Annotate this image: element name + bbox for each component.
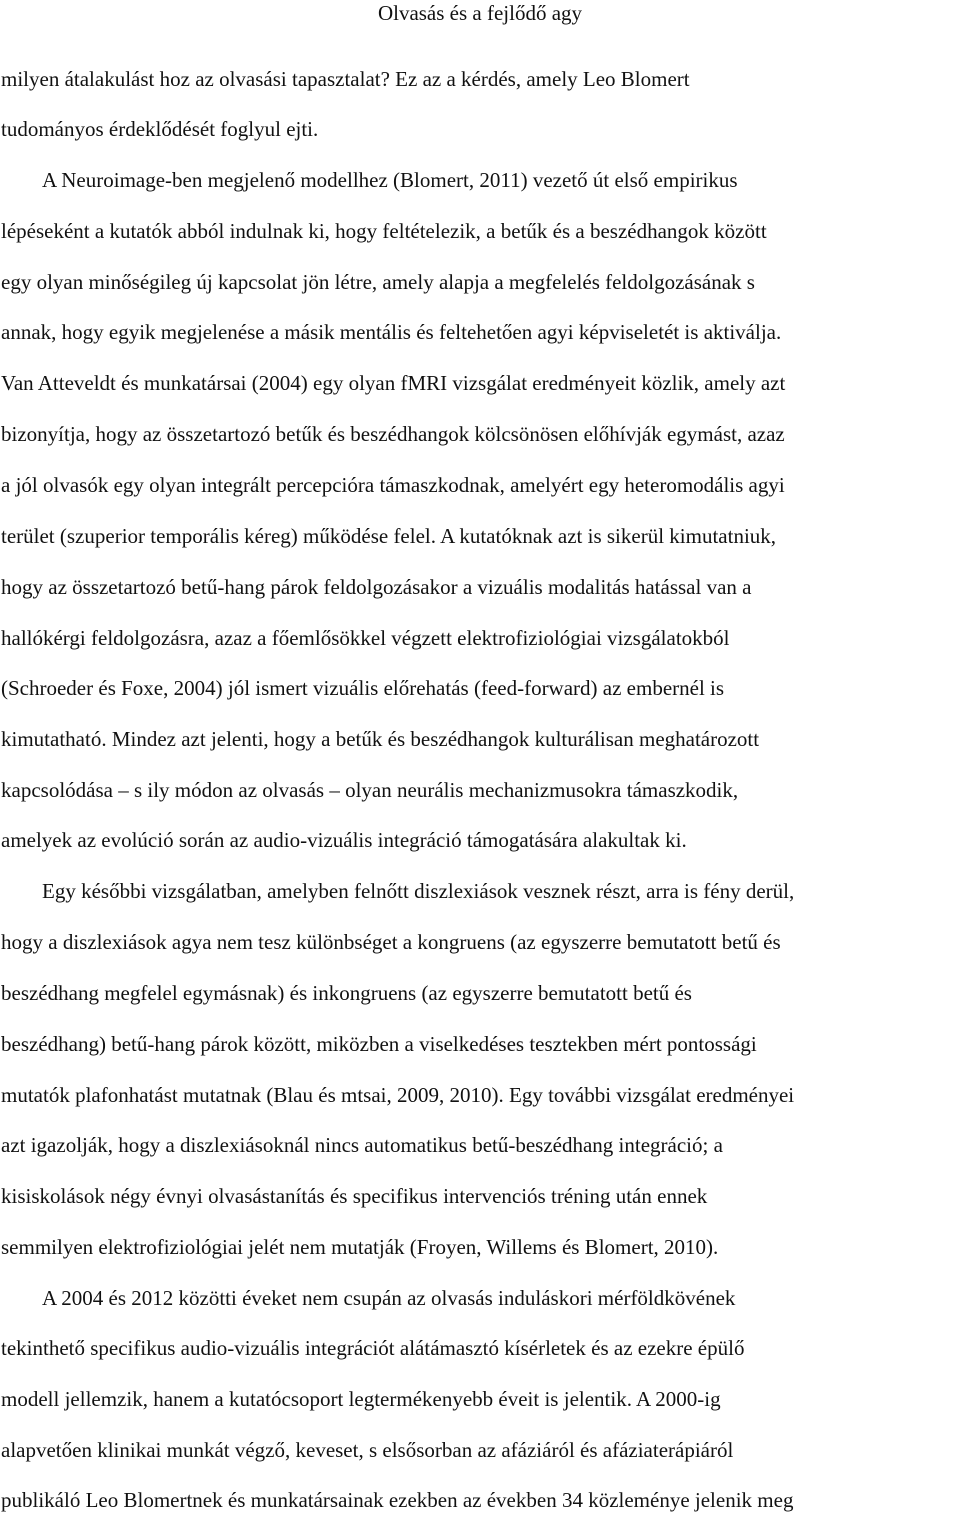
text-line: milyen átalakulást hoz az olvasási tapasztalat? Ez az a kérdés, amely Leo Blomert bbox=[1, 67, 690, 91]
text-line: hallókérgi feldolgozásra, azaz a főemlősökkel végzett elektrofiziológiai vizsgálatokból bbox=[1, 626, 730, 650]
text-line: beszédhang megfelel egymásnak) és inkongruens (az egyszerre bemutatott betű és bbox=[1, 981, 692, 1005]
text-line: lépéseként a kutatók abból indulnak ki, hogy feltételezik, a betűk és a beszédhangok között bbox=[1, 219, 767, 243]
text-line: beszédhang) betű-hang párok között, miközben a viselkedéses tesztekben mért pontossági bbox=[1, 1032, 757, 1056]
text-line: A Neuroimage-ben megjelenő modellhez (Blomert, 2011) vezető út első empirikus bbox=[42, 168, 738, 192]
text-line: Egy későbbi vizsgálatban, amelyben felnőtt diszlexiások vesznek részt, arra is fény derül, bbox=[42, 879, 795, 903]
text-line: kimutatható. Mindez azt jelenti, hogy a betűk és beszédhangok kulturálisan meghatározott bbox=[1, 727, 760, 751]
text-line: kapcsolódása – s ily módon az olvasás – olyan neurális mechanizmusokra támaszkodik, bbox=[1, 778, 739, 802]
text-line: azt igazolják, hogy a diszlexiásoknál nincs automatikus betű-beszédhang integráció; a bbox=[1, 1133, 723, 1157]
page-header: Olvasás és a fejlődő agy bbox=[377, 1, 583, 25]
text-line: Van Atteveldt és munkatársai (2004) egy olyan fMRI vizsgálat eredményeit közlik, amely azt bbox=[1, 371, 786, 395]
text-line: hogy az összetartozó betű-hang párok feldolgozásakor a vizuális modalitás hatással van a bbox=[1, 575, 752, 599]
text-line: kisiskolások négy évnyi olvasástanítás és specifikus intervenciós tréning után ennek bbox=[1, 1184, 708, 1208]
text-line: tekinthető specifikus audio-vizuális integrációt alátámasztó kísérletek és az ezekre épülő bbox=[1, 1336, 745, 1360]
text-line: a jól olvasók egy olyan integrált percepcióra támaszkodnak, amelyért egy heteromodális agyi bbox=[1, 473, 785, 497]
text-line: modell jellemzik, hanem a kutatócsoport legtermékenyebb éveit is jelentik. A 2000-ig bbox=[1, 1387, 721, 1411]
text-line: mutatók plafonhatást mutatnak (Blau és mtsai, 2009, 2010). Egy további vizsgálat eredményei bbox=[1, 1083, 795, 1107]
text-line: A 2004 és 2012 közötti éveket nem csupán az olvasás induláskori mérföldkövének bbox=[42, 1286, 736, 1310]
text-line: terület (szuperior temporális kéreg) működése felel. A kutatóknak azt is sikerül kimutatniuk, bbox=[1, 524, 777, 548]
text-line: hogy a diszlexiások agya nem tesz különbséget a kongruens (az egyszerre bemutatott betű és bbox=[1, 930, 781, 954]
text-line: (Schroeder és Foxe, 2004) jól ismert vizuális előrehatás (feed-forward) az embernél is bbox=[1, 676, 725, 700]
text-line: egy olyan minőségileg új kapcsolat jön létre, amely alapja a megfelelés feldolgozásának s bbox=[1, 270, 755, 294]
text-line: amelyek az evolúció során az audio-vizuális integráció támogatására alakultak ki. bbox=[1, 828, 687, 852]
text-line: publikáló Leo Blomertnek és munkatársainak ezekben az években 34 közleménye jelenik meg bbox=[1, 1488, 794, 1512]
text-line: bizonyítja, hogy az összetartozó betűk és beszédhangok kölcsönösen előhívják egymást, azaz bbox=[1, 422, 785, 446]
text-line: tudományos érdeklődését foglyul ejti. bbox=[1, 117, 319, 141]
text-line: annak, hogy egyik megjelenése a másik mentális és feltehetően agyi képviseletét is aktiválja. bbox=[1, 320, 782, 344]
text-line: alapvetően klinikai munkát végző, keveset, s elsősorban az afáziáról és afáziaterápiáról bbox=[1, 1438, 734, 1462]
text-line: semmilyen elektrofiziológiai jelét nem mutatják (Froyen, Willems és Blomert, 2010). bbox=[1, 1235, 719, 1259]
